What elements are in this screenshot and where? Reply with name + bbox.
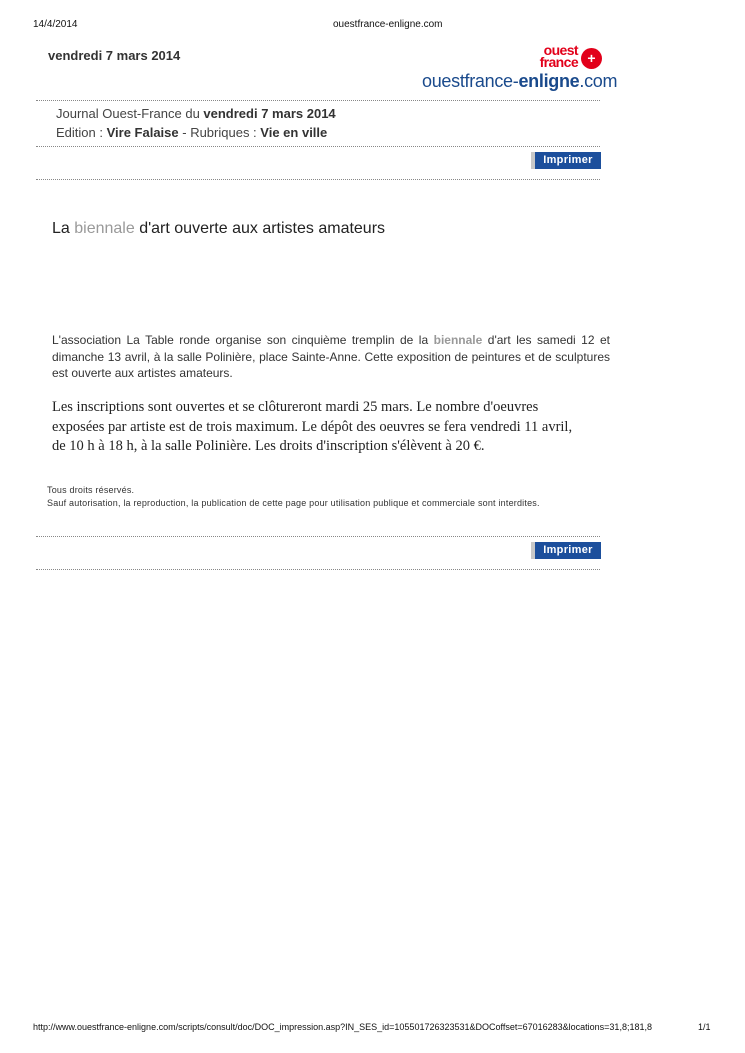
divider: [36, 536, 600, 537]
publication-date: vendredi 7 mars 2014: [48, 48, 181, 63]
site-logo[interactable]: [422, 71, 617, 92]
legal-line-2: Sauf autorisation, la reproduction, la publication de cette page pour utilisation publique et commerciale sont interdites.: [47, 498, 540, 508]
divider: [36, 569, 600, 570]
print-header-site: ouestfrance-enligne.com: [333, 19, 443, 30]
title-end: d'art ouverte aux artistes amateurs: [134, 220, 386, 237]
print-footer-url: http://www.ouestfrance-enligne.com/scripts/consult/doc/DOC_impression.asp?IN_SES_id=105501726323531&DOCoffset=67016283&locations=31,8;181,8: [33, 1022, 652, 1032]
journal-date: vendredi 7 mars 2014: [203, 106, 336, 121]
journal-line: [56, 106, 336, 121]
logo-word-ouest: ouest: [543, 42, 578, 58]
paragraph-2-line: exposées par artiste est de trois maximum. Le dépôt des oeuvres se fera vendredi 11 avril,: [52, 418, 573, 435]
article-title: [52, 220, 385, 238]
journal-prefix: Journal Ouest-France du: [56, 106, 204, 121]
site-logo-bold: enligne: [518, 71, 580, 91]
site-logo-prefix: ouestfrance-: [422, 71, 519, 91]
paragraph-2-line: de 10 h à 18 h, à la salle Polinière. Les droits d'inscription s'élèvent à 20 €.: [52, 438, 485, 454]
print-button[interactable]: Imprimer: [531, 152, 601, 169]
logo-emblem-icon: +: [581, 48, 602, 69]
print-footer-page: 1/1: [698, 1022, 711, 1032]
paragraph-1-start: L'association La Table ronde organise son cinquième tremplin de la: [52, 333, 434, 347]
title-start: La: [52, 220, 75, 237]
rubriques-label: - Rubriques :: [178, 125, 261, 140]
edition-label: Edition :: [56, 125, 107, 140]
site-logo-suffix: .com: [579, 71, 618, 91]
divider: [36, 100, 600, 101]
print-header-date: 14/4/2014: [33, 19, 78, 30]
legal-notice: [47, 484, 540, 510]
divider: [36, 179, 600, 180]
rubrique-name: Vie en ville: [260, 125, 328, 140]
ouest-france-logo[interactable]: [512, 44, 604, 72]
article-paragraph-2: [52, 398, 600, 457]
edition-line: [56, 125, 327, 140]
print-button-bottom[interactable]: Imprimer: [531, 542, 601, 559]
logo-word-france: france: [539, 54, 578, 70]
paragraph-1-highlight: biennale: [433, 333, 483, 347]
paragraph-1-end: d'art les samedi 12 et dimanche 13 avril, à la salle Polinière, place Sainte-Anne. Cette exposition de peintures et de sculptures est ouverte aux artistes amateurs.: [52, 333, 610, 380]
title-highlight: biennale: [74, 220, 135, 237]
legal-line-1: Tous droits réservés.: [47, 485, 135, 495]
paragraph-2-line: Les inscriptions sont ouvertes et se clôtureront mardi 25 mars. Le nombre d'oeuvres: [52, 399, 539, 415]
divider: [36, 146, 600, 147]
edition-name: Vire Falaise: [106, 125, 179, 140]
article-paragraph-1: [52, 332, 610, 382]
